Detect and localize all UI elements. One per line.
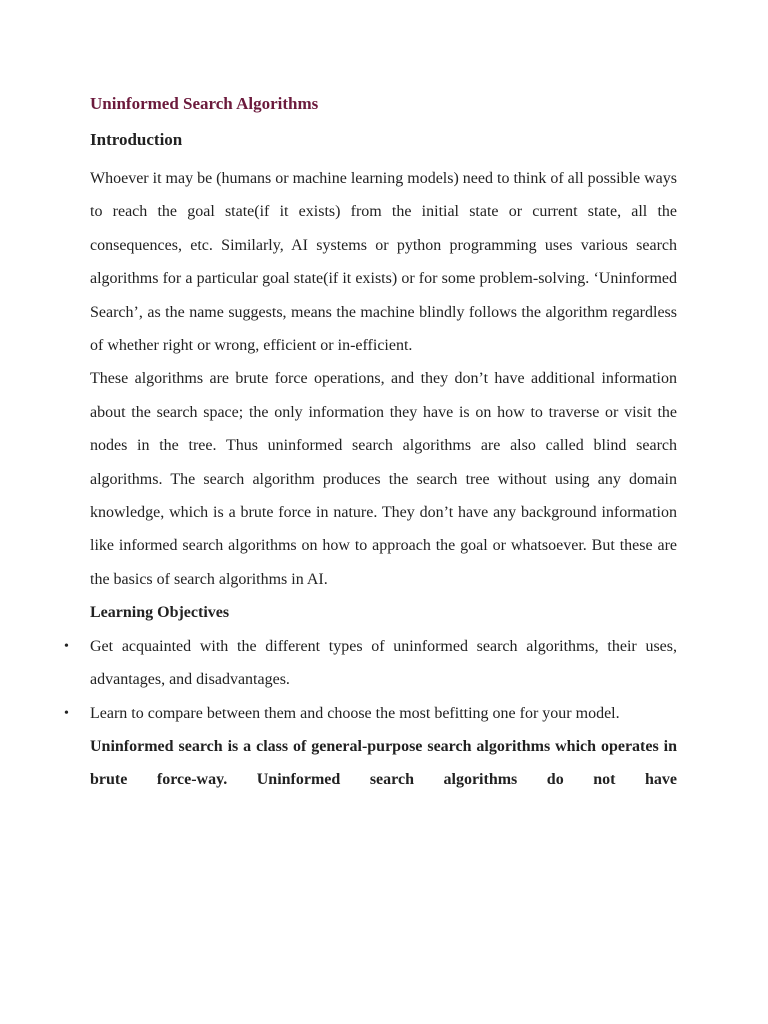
document-title: Uninformed Search Algorithms bbox=[90, 94, 319, 113]
bullet-icon: • bbox=[64, 705, 69, 721]
learning-objectives-heading: Learning Objectives bbox=[90, 604, 230, 622]
objective-text: Learn to compare between them and choose the most befitting one for your model. bbox=[90, 704, 620, 722]
list-item bbox=[64, 697, 677, 730]
document-page bbox=[64, 92, 677, 797]
intro-paragraph-2: These algorithms are brute force operations, and they don’t have additional information about the search space; the only information they have is on how to traverse or visit the nodes in the tree. Thus uninformed search algorithms are also called blind search algorithms. The search algorithm produces the search tree without using any domain knowledge, which is a brute force in nature. They don’t have any background information like informed search algorithms on how to approach the goal or whatsoever. But these are the basics of search algorithms in AI. bbox=[90, 370, 677, 588]
objective-text: Get acquainted with the different types of uninformed search algorithms, their uses, advantages, and disadvantages. bbox=[90, 637, 677, 689]
introduction-heading: Introduction bbox=[90, 130, 183, 149]
bold-summary-paragraph: Uninformed search is a class of general-purpose search algorithms which operates in brute force-way. Uninformed search algorithms do not have bbox=[90, 737, 677, 789]
list-item bbox=[64, 630, 677, 697]
objectives-list bbox=[64, 630, 677, 730]
intro-paragraph-1: Whoever it may be (humans or machine learning models) need to think of all possible ways to reach the goal state(if it exists) from the initial state or current state, all the consequences, etc. Similarly, AI systems or python programming uses various search algorithms for a particular goal state(if it exists) or for some problem-solving. ‘Uninformed Search’, as the name suggests, means the machine blindly follows the algorithm regardless of whether right or wrong, efficient or in-efficient. bbox=[90, 170, 677, 355]
bullet-icon: • bbox=[64, 638, 69, 654]
